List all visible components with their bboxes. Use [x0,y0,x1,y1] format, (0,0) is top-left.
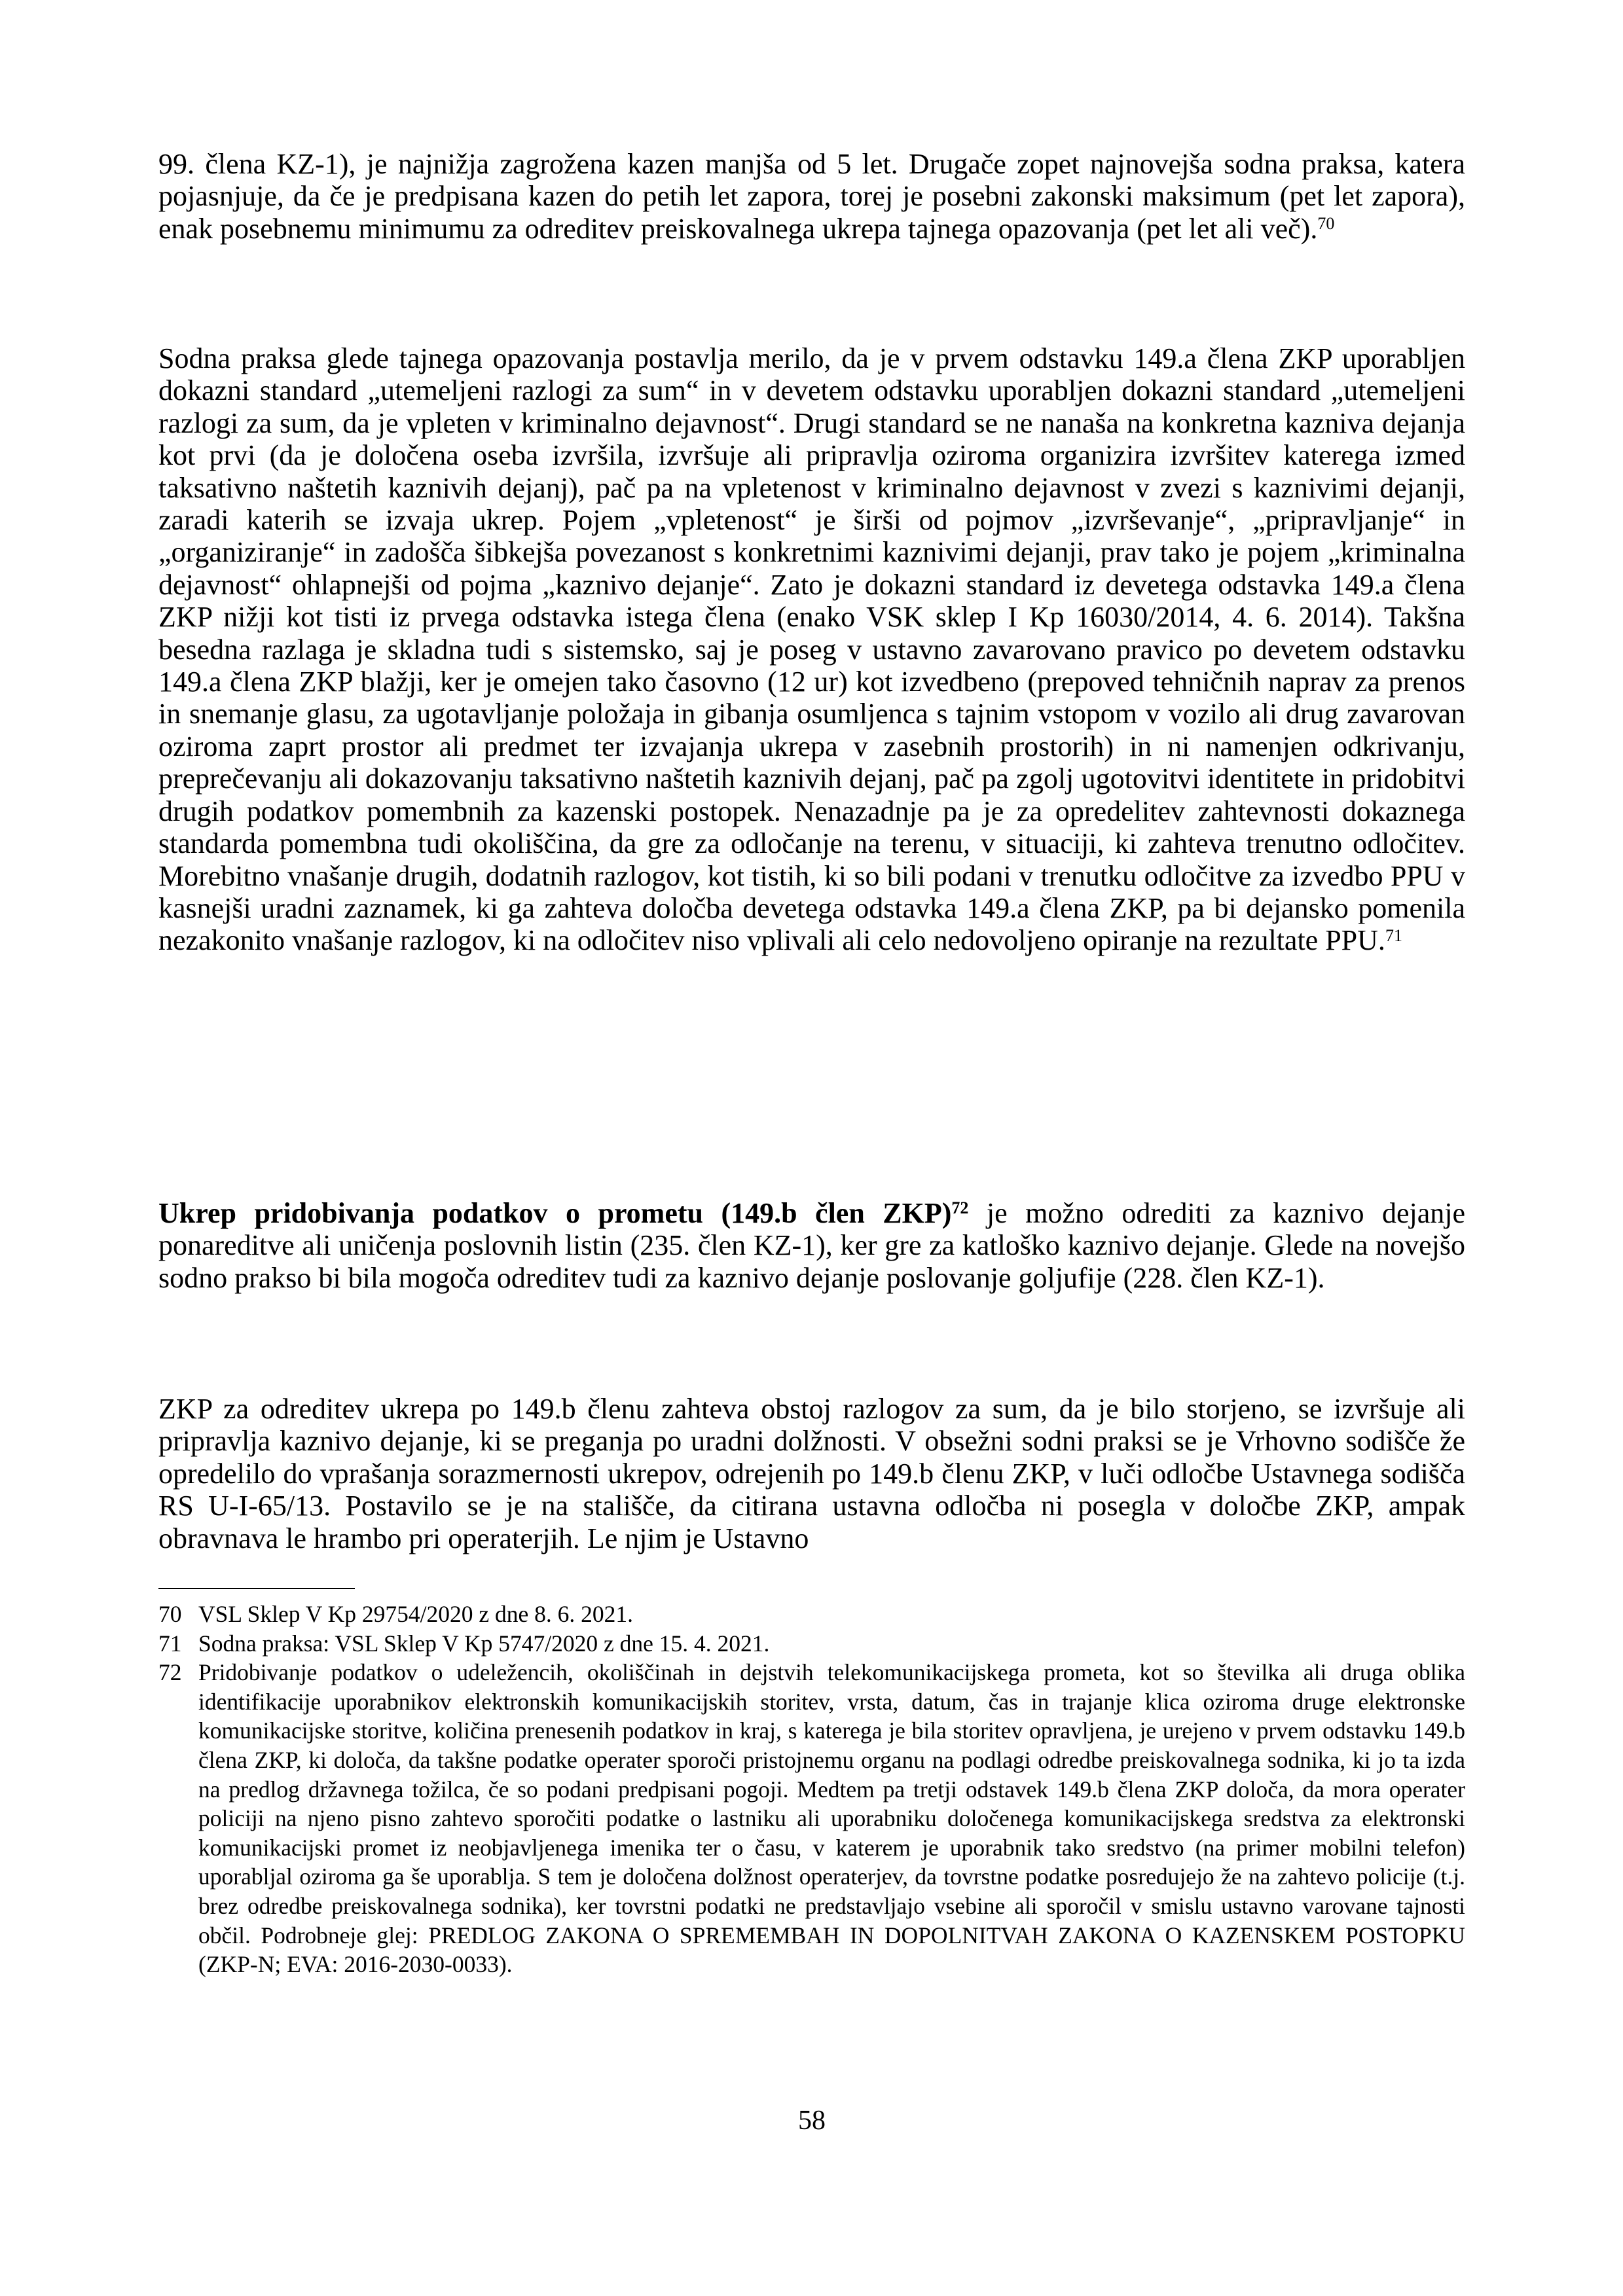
paragraph-tajno-opazovanje-kazen [158,148,1465,245]
footnote-reference-71: 71 [1385,925,1402,945]
paragraph-text: je možno odrediti za kaznivo dejanje ponareditve ali uničenja poslovnih listin (235. člen KZ-1), ker gre za katloško kaznivo dejanje. Glede na novejšo sodno prakso bi bila mogoča odreditev tudi za kaznivo dejanje poslovanje goljufije (228. člen KZ-1). [158,1197,1465,1294]
paragraph-dokazni-standard [158,342,1465,957]
footnote-reference-72 [951,1198,968,1217]
footnote-number: 71 [158,1630,182,1657]
footnote-number: 70 [158,1601,182,1627]
section-lead-heading: Ukrep pridobivanja podatkov o prometu (149.b člen ZKP) [158,1197,952,1229]
document-page [158,0,1465,2296]
footnote-72 [158,1658,1465,1979]
paragraph-text: Sodna praksa glede tajnega opazovanja postavlja merilo, da je v prvem odstavku 149.a člena ZKP uporabljen dokazni standard „utemeljeni razlogi za sum“ in v devetem odstavku uporabljen dokazni standard „utemeljeni razlogi za sum, da je vpleten v kriminalno dejavnost“. Drugi standard se ne nanaša na konkretna kazniva dejanja kot prvi (da je določena oseba izvršila, izvršuje ali pripravlja oziroma organizira izvršitev katerega izmed taksativno naštetih kaznivih dejanj), pač pa na vpletenost v kriminalno dejavnost v zvezi s kaznivimi dejanji, zaradi katerih se izvaja ukrep. Pojem „vpletenost“ je širši od pojmov „izvrševanje“, „pripravljanje“ in „organiziranje“ in zadošča šibkejša povezanost s konkretnimi kaznivimi dejanji, prav tako je pojem „kriminalna dejavnost“ ohlapnejši od pojma „kaznivo dejanje“. Zato je dokazni standard iz devetega odstavka 149.a člena ZKP nižji kot tisti iz prvega odstavka istega člena (enako VSK sklep I Kp 16030/2014, 4. 6. 2014). Takšna besedna razlaga je skladna tudi s sistemsko, saj je poseg v ustavno zavarovano pravico po devetem odstavku 149.a člena ZKP blažji, ker je omejen tako časovno (12 ur) kot izvedbeno (prepoved tehničnih naprav za prenos in snemanje glasu, za ugotavljanje položaja in gibanja osumljenca s tajnim vstopom v vozilo ali drug zavarovan oziroma zaprt prostor ali predmet ter izvajanja ukrepa v zasebnih prostorih) in ni namenjen odkrivanju, preprečevanju ali dokazovanju taksativno naštetih kaznivih dejanj, pač pa zgolj ugotovitvi identitete in pridobitvi drugih podatkov pomembnih za kazenski postopek. Nenazadnje pa je za opredelitev zahtevnosti dokaznega standarda pomembna tudi okoliščina, da gre za odločanje na terenu, v situaciji, ki zahteva trenutno odločitev. Morebitno vnašanje drugih, dodatnih razlogov, kot tistih, ki so bili podani v trenutku odločitve za izvedbo PPU v kasnejši uradni zaznamek, ki ga zahteva določba devetega odstavka 149.a člena ZKP, pa bi dejansko pomenila nezakonito vnašanje razlogov, ki na odločitev niso vplivali ali celo nedovoljeno opiranje na rezultate PPU. [158,342,1465,957]
footnote-70 [158,1600,1465,1629]
footnote-text: VSL Sklep V Kp 29754/2020 z dne 8. 6. 2021. [198,1601,633,1627]
paragraph-podatki-o-prometu [158,1197,1465,1294]
footnote-reference-72-number: 72 [951,1198,969,1218]
paragraph-text: ZKP za odreditev ukrepa po 149.b členu zahteva obstoj razlogov za sum, da je bilo storjeno, se izvršuje ali pripravlja kaznivo dejanje, ki se preganja po uradni dolžnosti. V obsežni sodni praksi se je Vrhovno sodišče že opredelilo do vprašanja sorazmernosti ukrepov, odrejenih po 149.b členu ZKP, v luči odločbe Ustavnega sodišča RS U-I-65/13. Postavilo se je na stališče, da citirana ustavna odločba ni posegla v določbe ZKP, ampak obravnava le hrambo pri operaterjih. Le njim je Ustavno [158,1393,1465,1554]
footnote-text: Sodna praksa: VSL Sklep V Kp 5747/2020 z dne 15. 4. 2021. [198,1630,770,1657]
footnote-text: Pridobivanje podatkov o udeležencih, okoliščinah in dejstvih telekomunikacijskega prometa, kot so številka ali druga oblika identifikacije uporabnikov elektronskih komunikacijskih storitev, vrsta, datum, čas in trajanje klica oziroma druge elektronske komunikacijske storitve, količina prenesenih podatkov in kraj, s katerega je bila storitev opravljena, je urejeno v prvem odstavku 149.b člena ZKP, ki določa, da takšne podatke operater sporoči pristojnemu organu na podlagi odredbe preiskovalnega sodnika, ki jo ta izda na predlog državnega tožilca, če so podani predpisani pogoji. Medtem pa tretji odstavek 149.b člena ZKP določa, da mora operater policiji na njeno pisno zahtevo sporočiti podatke o lastniku ali uporabniku določenega komunikacijskega sredstva za elektronski komunikacijski promet iz neobjavljenega imenika ter o času, v katerem je uporabnik tako sredstvo (na primer mobilni telefon) uporabljal oziroma ga še uporablja. S tem je določena dolžnost operaterjev, da tovrstne podatke posredujejo že na zahtevo policije (t.j. brez odredbe preiskovalnega sodnika), ker tovrstni podatki ne predstavljajo vsebine ali sporočil v smislu ustavno varovane tajnosti občil. Podrobneje glej: PREDLOG ZAKONA O SPREMEMBAH IN DOPOLNITVAH ZAKONA O KAZENSKEM POSTOPKU (ZKP-N; EVA: 2016-2030-0033). [198,1659,1465,1978]
footnote-number: 72 [158,1659,182,1686]
paragraph-text: 99. člena KZ-1), je najnižja zagrožena kazen manjša od 5 let. Drugače zopet najnovejša sodna praksa, katera pojasnjuje, da če je predpisana kazen do petih let zapora, torej je posebni zakonski maksimum (pet let zapora), enak posebnemu minimumu za odreditev preiskovalnega ukrepa tajnega opazovanja (pet let ali več). [158,148,1465,245]
page-number: 58 [798,2106,826,2136]
footnote-71 [158,1629,1465,1659]
footnote-reference-70: 70 [1317,214,1335,234]
footnote-separator [158,1588,355,1589]
paragraph-razlogi-za-sum [158,1393,1465,1554]
footnotes [158,1600,1465,1979]
